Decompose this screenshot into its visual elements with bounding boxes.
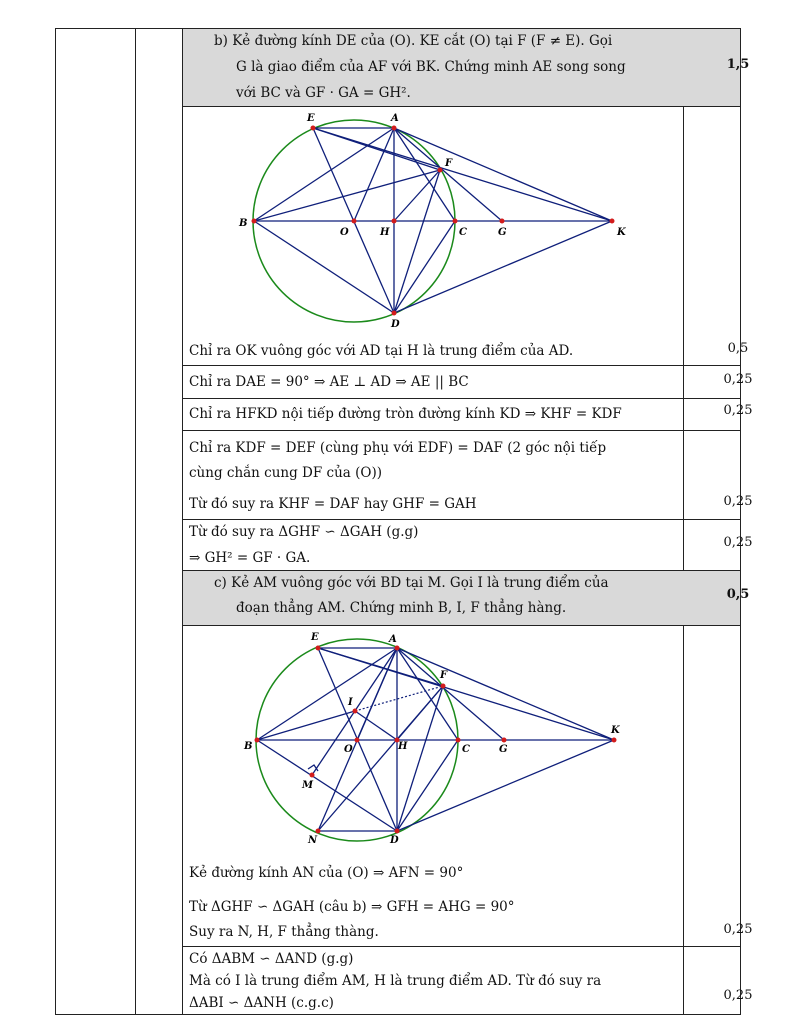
step-c-1-line-3: Suy ra N, H, F thẳng thàng. [189,924,379,940]
step-b-3: Chỉ ra HFKD nội tiếp đường tròn đường kính KD ⇒ KHF = KDF [189,406,622,422]
label-G: G [498,227,507,238]
row-line [182,365,741,366]
step-c-2-score: 0,25 [723,988,753,1003]
label-C: C [462,744,470,755]
question-b-line-2: G là giao điểm của AF với BK. Chứng minh AE song song [236,59,626,75]
label-B: B [239,218,248,229]
question-b-line-3: với BC và GF · GA = GH². [236,85,411,101]
question-c-score: 0,5 [726,587,750,602]
geometry-figure-b [230,110,650,335]
step-b-5-line-1: Từ đó suy ra ΔGHF ∽ ΔGAH (g.g) [189,524,419,540]
label-A: A [389,634,397,645]
label-K: K [617,227,626,238]
row-line [182,570,741,571]
label-E: E [311,632,319,643]
row-line [55,28,741,29]
label-H: H [380,227,390,238]
label-M: M [302,780,314,791]
row-line [182,625,741,626]
question-b-score: 1,5 [726,57,750,72]
row-line [182,519,741,520]
step-c-2-line-3: ΔABI ∽ ΔANH (c.g.c) [189,995,334,1011]
label-O: O [340,227,349,238]
step-b-2: Chỉ ra DAE = 90° ⇒ AE ⊥ AD ⇒ AE || BC [189,374,469,390]
table-col-divider-3 [683,28,684,1014]
step-b-5-line-2: ⇒ GH² = GF · GA. [189,550,311,566]
row-line [182,106,741,107]
label-A: A [391,113,399,124]
step-b-4-line-1: Chỉ ra KDF = DEF (cùng phụ với EDF) = DAF (2 góc nội tiếp [189,440,607,456]
label-B: B [244,741,253,752]
step-b-5-score: 0,25 [723,535,753,550]
label-I: I [348,697,353,708]
step-c-2-line-1: Có ΔABM ∽ ΔAND (g.g) [189,951,354,967]
question-c-line-1: c) Kẻ AM vuông góc với BD tại M. Gọi I là trung điểm của [214,575,609,591]
step-b-4-score: 0,25 [723,494,753,509]
row-line [182,946,741,947]
step-c-1-score: 0,25 [723,922,753,937]
label-F: F [440,670,448,681]
step-b-1: Chỉ ra OK vuông góc với AD tại H là trung điểm của AD. [189,343,574,359]
table-border-left [55,28,56,1014]
step-c-1-line-2: Từ ΔGHF ∽ ΔGAH (câu b) ⇒ GFH = AHG = 90° [189,899,515,915]
geometry-figure-c [230,628,650,848]
label-O: O [344,744,353,755]
label-N: N [308,835,318,846]
label-G: G [499,744,508,755]
step-b-2-score: 0,25 [723,372,753,387]
table-col-divider-1 [135,28,136,1014]
table-border-right [740,28,741,1014]
row-line [55,1014,741,1015]
label-K: K [611,725,620,736]
label-E: E [307,113,315,124]
step-b-1-score: 0,5 [727,341,749,356]
step-b-4-line-3: Từ đó suy ra KHF = DAF hay GHF = GAH [189,496,477,512]
label-H: H [398,741,408,752]
question-c-line-2: đoạn thẳng AM. Chứng minh B, I, F thẳng hàng. [236,600,567,616]
question-b-line-1: b) Kẻ đường kính DE của (O). KE cắt (O) tại F (F ≠ E). Gọi [214,33,613,49]
step-b-4-line-2: cùng chắn cung DF của (O)) [189,465,383,481]
label-D: D [390,835,399,846]
label-F: F [445,158,453,169]
label-C: C [459,227,467,238]
row-line [182,430,741,431]
label-D: D [391,319,400,330]
step-c-2-line-2: Mà có I là trung điểm AM, H là trung điểm AD. Từ đó suy ra [189,973,602,989]
step-c-1-line-1: Kẻ đường kính AN của (O) ⇒ AFN = 90° [189,865,464,881]
step-b-3-score: 0,25 [723,403,753,418]
table-col-divider-2 [182,28,183,1014]
row-line [182,398,741,399]
